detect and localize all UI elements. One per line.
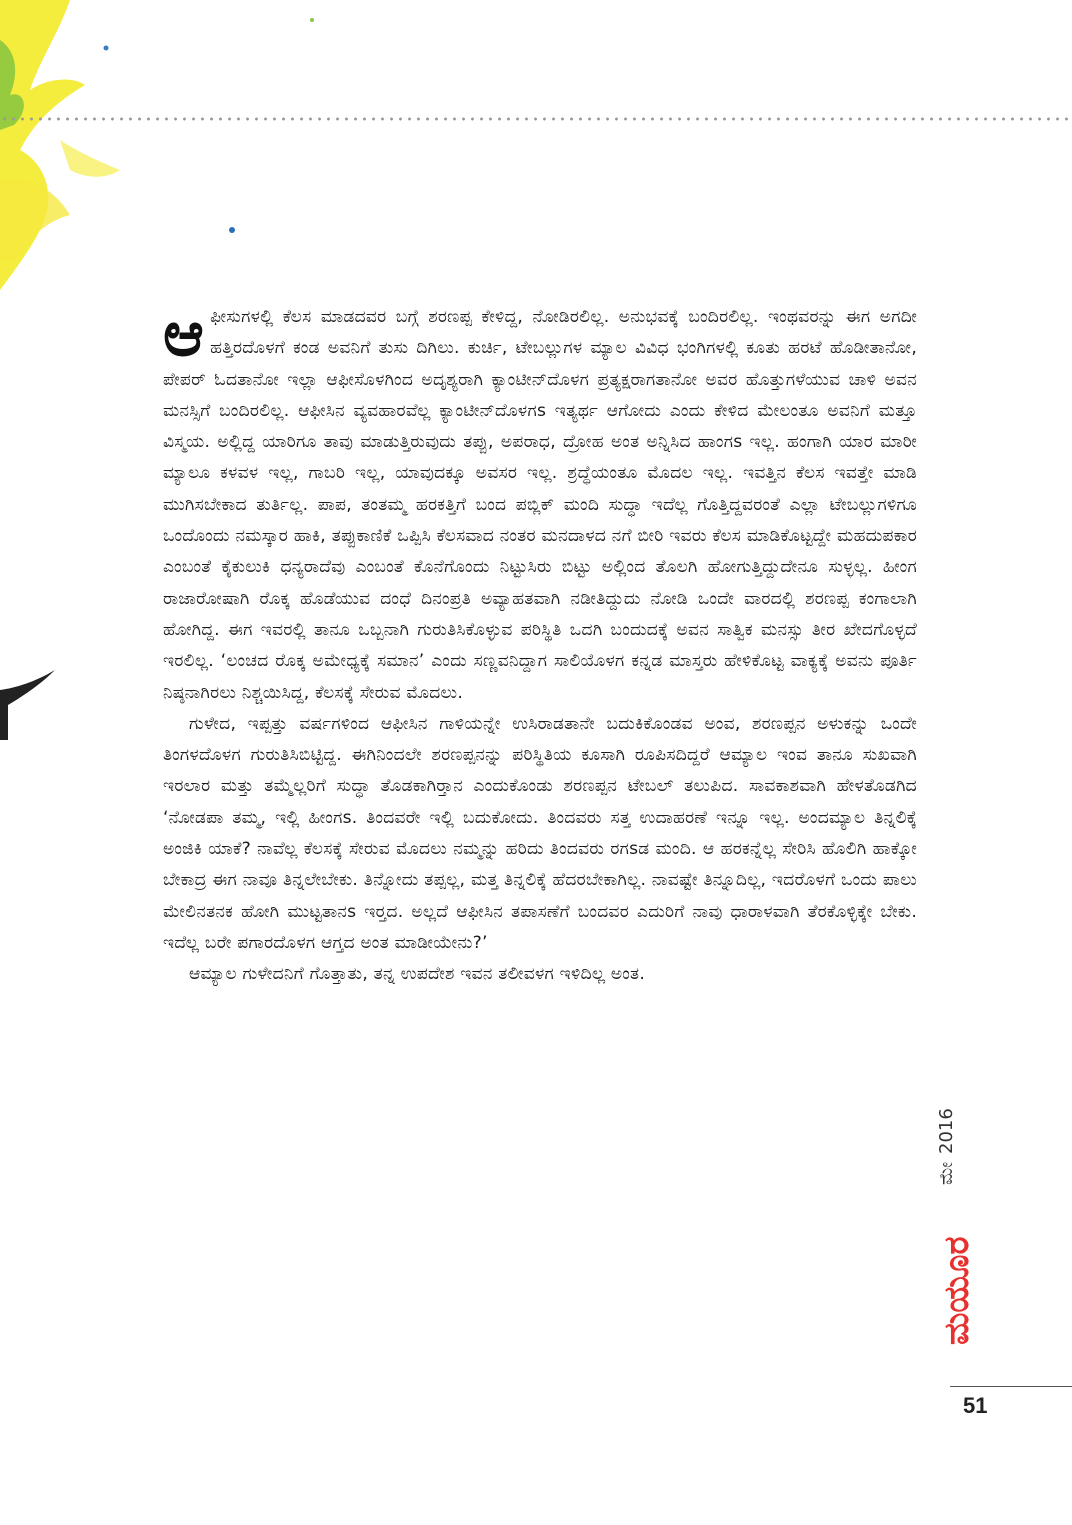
issue-month: ಮೇ bbox=[936, 1161, 957, 1185]
issue-date bbox=[936, 1108, 957, 1185]
page-number: 51 bbox=[963, 1393, 988, 1418]
paint-splash-decoration bbox=[0, 0, 330, 300]
paragraph-text: ಫೀಸುಗಳಲ್ಲಿ ಕೆಲಸ ಮಾಡದವರ ಬಗ್ಗೆ ಶರಣಪ್ಪ ಕೇಳಿದ್ದ, ನೋಡಿರಲಿಲ್ಲ. ಅನುಭವಕ್ಕೆ ಬಂದಿರಲಿಲ್ಲ. ಇಂಥವರನ್ನು ಈಗ ಅಗದೀ ಹತ್ತಿರದೊಳಗೆ ಕಂಡ ಅವನಿಗೆ ತುಸು ದಿಗಿಲು. ಕುರ್ಚಿ, ಟೇಬಲ್ಲುಗಳ ಮ್ಯಾಲ ವಿವಿಧ ಭಂಗಿಗಳಲ್ಲಿ ಕೂತು ಹರಟೆ ಹೊಡೀತಾನೋ, ಪೇಪರ್ ಓದತಾನೋ ಇಲ್ಲಾ ಆಫೀಸೊಳಗಿಂದ ಅದೃಶ್ಯರಾಗಿ ಕ್ಯಾಂಟೀನ್‌ದೊಳಗ ಪ್ರತ್ಯಕ್ಷರಾಗತಾನೋ ಅವರ ಹೊತ್ತುಗಳೆಯುವ ಚಾಳಿ ಅವನ ಮನಸ್ಸಿಗೆ ಬಂದಿರಲಿಲ್ಲ. ಆಫೀಸಿನ ವ್ಯವಹಾರವೆಲ್ಲ ಕ್ಯಾಂಟೀನ್‌ದೊಳಗs ಇತ್ಯರ್ಥ ಆಗೋದು ಎಂದು ಕೇಳಿದ ಮೇಲಂತೂ ಅವನಿಗೆ ಮತ್ತೂ ವಿಸ್ಮಯ. ಅಲ್ಲಿದ್ದ ಯಾರಿಗೂ ತಾವು ಮಾಡುತ್ತಿರುವುದು ತಪ್ಪು, ಅಪರಾಧ, ದ್ರೋಹ ಅಂತ ಅನ್ನಿಸಿದ ಹಾಂಗs ಇಲ್ಲ. ಹಂಗಾಗಿ ಯಾರ ಮಾರೀ ಮ್ಯಾಲೂ ಕಳವಳ ಇಲ್ಲ, ಗಾಬರಿ ಇಲ್ಲ, ಯಾವುದಕ್ಕೂ ಅವಸರ ಇಲ್ಲ. ಶ್ರದ್ಧೆಯಂತೂ ಮೊದಲ ಇಲ್ಲ. ಇವತ್ತಿನ ಕೆಲಸ ಇವತ್ತೇ ಮಾಡಿ ಮುಗಿಸಬೇಕಾದ ತುರ್ತಿಲ್ಲ. ಪಾಪ, ತಂತಮ್ಮ ಹರಕತ್ತಿಗೆ ಬಂದ ಪಬ್ಲಿಕ್ ಮಂದಿ ಸುದ್ಧಾ ಇದೆಲ್ಲ ಗೊತ್ತಿದ್ದವರಂತೆ ಎಲ್ಲಾ ಟೇಬಲ್ಲುಗಳಿಗೂ ಒಂದೊಂದು ನಮಸ್ಕಾರ ಹಾಕಿ, ತಪ್ಪುಕಾಣಿಕೆ ಒಪ್ಪಿಸಿ ಕೆಲಸವಾದ ನಂತರ ಮನದಾಳದ ನಗೆ ಬೀರಿ ಇವರು ಕೆಲಸ ಮಾಡಿಕೊಟ್ಟದ್ದೇ ಮಹದುಪಕಾರ ಎಂಬಂತೆ ಕೈಕುಲುಕಿ ಧನ್ಯರಾದೆವು ಎಂಬಂತೆ ಕೊನೆಗೊಂದು ನಿಟ್ಟುಸಿರು ಬಿಟ್ಟು ಅಲ್ಲಿಂದ ತೊಲಗಿ ಹೋಗುತ್ತಿದ್ದುದೇನೂ ಸುಳ್ಳಲ್ಲ. ಹೀಂಗ ರಾಜಾರೋಷಾಗಿ ರೊಕ್ಕ ಹೊಡೆಯುವ ದಂಧೆ ದಿನಂಪ್ರತಿ ಅವ್ಯಾಹತವಾಗಿ ನಡೀತಿದ್ದುದು ನೋಡಿ ಒಂದೇ ವಾರದಲ್ಲಿ ಶರಣಪ್ಪ ಕಂಗಾಲಾಗಿ ಹೋಗಿದ್ದ. ಈಗ ಇವರಲ್ಲಿ ತಾನೂ ಒಬ್ಬನಾಗಿ ಗುರುತಿಸಿಕೊಳ್ಳುವ ಪರಿಸ್ಥಿತಿ ಒದಗಿ ಬಂದುದಕ್ಕೆ ಅವನ ಸಾತ್ವಿಕ ಮನಸ್ಸು ತೀರ ಖೇದಗೊಳ್ಳದೆ ಇರಲಿಲ್ಲ. ‘ಲಂಚದ ರೊಕ್ಕ ಅಮೇಧ್ಯಕ್ಕೆ ಸಮಾನ’ ಎಂದು ಸಣ್ಣವನಿದ್ದಾಗ ಸಾಲಿಯೊಳಗ ಕನ್ನಡ ಮಾಸ್ತರು ಹೇಳಿಕೊಟ್ಟ ವಾಕ್ಯಕ್ಕೆ ಅವನು ಪೂರ್ತಿ ನಿಷ್ಠನಾಗಿರಲು ನಿಶ್ಚಯಿಸಿದ್ದ, ಕೆಲಸಕ್ಕೆ ಸೇರುವ ಮೊದಲು. bbox=[163, 307, 917, 703]
brush-stroke-decoration bbox=[0, 660, 60, 740]
article-paragraph-2: ಗುಳೇದ, ಇಪ್ಪತ್ತು ವರ್ಷಗಳಿಂದ ಆಫೀಸಿನ ಗಾಳಿಯನ್ನೇ ಉಸಿರಾಡತಾನೇ ಬದುಕಿಕೊಂಡವ ಅಂವ, ಶರಣಪ್ಪನ ಅಳುಕನ್ನು ಒಂದೇ ತಿಂಗಳದೊಳಗ ಗುರುತಿಸಿಬಿಟ್ಟಿದ್ದ. ಈಗಿನಿಂದಲೇ ಶರಣಪ್ಪನನ್ನು ಪರಿಸ್ಥಿತಿಯ ಕೂಸಾಗಿ ರೂಪಿಸದಿದ್ದರೆ ಆಮ್ಯಾಲ ಇಂವ ತಾನೂ ಸುಖವಾಗಿ ಇರಲಾರ ಮತ್ತು ತಮ್ಮೆಲ್ಲರಿಗೆ ಸುದ್ಧಾ ತೊಡಕಾಗಿರ್‍ತಾನ ಎಂದುಕೊಂಡು ಶರಣಪ್ಪನ ಟೇಬಲ್ ತಲುಪಿದ. ಸಾವಕಾಶವಾಗಿ ಹೇಳತೊಡಗಿದ ‘ನೋಡಪಾ ತಮ್ಮ, ಇಲ್ಲಿ ಹೀಂಗs. ತಿಂದವರೇ ಇಲ್ಲಿ ಬದುಕೋದು. ತಿಂದವರು ಸತ್ತ ಉದಾಹರಣೆ ಇನ್ನೂ ಇಲ್ಲ. ಅಂದಮ್ಯಾಲ ತಿನ್ನಲಿಕ್ಕೆ ಅಂಜಿಕಿ ಯಾಕೆ? ನಾವೆಲ್ಲ ಕೆಲಸಕ್ಕೆ ಸೇರುವ ಮೊದಲು ನಮ್ಮನ್ನು ಹರಿದು ತಿಂದವರು ರಗsಡ ಮಂದಿ. ಆ ಹರಕನ್ನೆಲ್ಲ ಸೇರಿಸಿ ಹೊಲಿಗಿ ಹಾಕ್ಕೋ ಬೇಕಾದ್ರ ಈಗ ನಾವೂ ತಿನ್ನಲೇಬೇಕು. ತಿನ್ನೋದು ತಪ್ಪಲ್ಲ, ಮತ್ತ ತಿನ್ನಲಿಕ್ಕೆ ಹೆದರಬೇಕಾಗಿಲ್ಲ. ನಾವಷ್ಟೇ ತಿನ್ನೂದಿಲ್ಲ, ಇದರೊಳಗೆ ಒಂದು ಪಾಲು ಮೇಲಿನತನಕ ಹೋಗಿ ಮುಟ್ಟತಾನs ಇರ್‍ತದ. ಅಲ್ಲದೆ ಆಫೀಸಿನ ತಪಾಸಣೆಗೆ ಬಂದವರ ಎದುರಿಗೆ ನಾವು ಧಾರಾಳವಾಗಿ ತೆರಕೊಳ್ಳಿಕ್ಕೇ ಬೇಕು. ಇದೆಲ್ಲ ಬರೇ ಪಗಾರದೊಳಗ ಆಗ್ತದ ಅಂತ ಮಾಡೀಯೇನು?’ bbox=[163, 713, 917, 953]
dotted-separator bbox=[0, 117, 1072, 121]
magazine-name: ಮಯೂರ bbox=[937, 1236, 977, 1345]
drop-cap: ಆ bbox=[163, 297, 205, 370]
issue-year: 2016 bbox=[936, 1108, 957, 1154]
article-paragraph-3: ಆಮ್ಯಾಲ ಗುಳೇದನಿಗೆ ಗೊತ್ತಾತು, ತನ್ನ ಉಪದೇಶ ಇವನ ತಲೀವಳಗ ಇಳಿದಿಲ್ಲ ಅಂತ. bbox=[189, 964, 646, 985]
page-number-rule bbox=[950, 1386, 1072, 1387]
article-paragraph-1 bbox=[163, 297, 917, 709]
article-body bbox=[163, 297, 917, 991]
